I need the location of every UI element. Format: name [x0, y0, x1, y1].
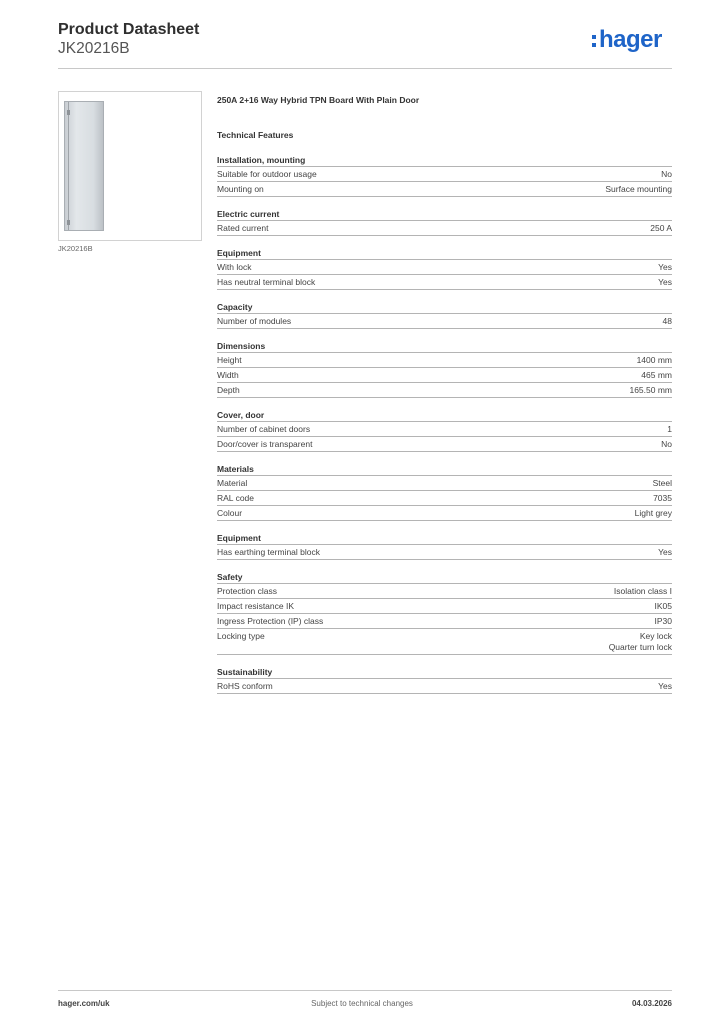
- spec-label: Number of modules: [217, 316, 292, 326]
- hager-logo: [592, 28, 662, 52]
- spec-label: Locking type: [217, 631, 265, 641]
- spec-row: [217, 506, 672, 521]
- spec-label: Protection class: [217, 586, 277, 596]
- spec-value: [641, 370, 672, 381]
- section-heading: Sustainability: [217, 666, 672, 679]
- spec-value: [650, 223, 672, 234]
- spec-row: [217, 437, 672, 452]
- spec-section: [217, 301, 672, 329]
- spec-row: [217, 368, 672, 383]
- spec-value: [605, 184, 672, 195]
- spec-section: [217, 463, 672, 521]
- spec-value-line: Isolation class I: [613, 586, 672, 596]
- spec-section: [217, 208, 672, 236]
- section-heading: Equipment: [217, 532, 672, 545]
- spec-row: [217, 182, 672, 197]
- spec-value-line: Steel: [652, 478, 672, 488]
- spec-section: [217, 532, 672, 560]
- spec-value: [658, 681, 672, 692]
- section-heading: Materials: [217, 463, 672, 476]
- section-heading: Electric current: [217, 208, 672, 221]
- spec-value: [653, 493, 672, 504]
- spec-row: [217, 584, 672, 599]
- spec-label: Colour: [217, 508, 243, 518]
- spec-value: [667, 424, 672, 435]
- spec-value-line: 48: [662, 316, 672, 326]
- spec-value-line: Yes: [658, 547, 672, 557]
- spec-value: [658, 277, 672, 288]
- spec-value: [609, 631, 672, 653]
- spec-value-line: 250 A: [650, 223, 672, 233]
- spec-value-line: Yes: [658, 681, 672, 691]
- spec-label: Has neutral terminal block: [217, 277, 316, 287]
- spec-value: [614, 586, 672, 597]
- spec-section: [217, 571, 672, 655]
- spec-section: [217, 409, 672, 452]
- spec-value-line: Yes: [658, 262, 672, 272]
- spec-section: [217, 666, 672, 694]
- spec-row: [217, 629, 672, 655]
- footer-date: 04.03.2026: [631, 999, 672, 1008]
- spec-label: Door/cover is transparent: [217, 439, 313, 449]
- spec-value-line: 1: [667, 424, 672, 434]
- spec-value-line: No: [661, 439, 672, 449]
- spec-value: [663, 316, 672, 327]
- header-divider: [58, 68, 672, 69]
- spec-row: [217, 491, 672, 506]
- spec-section: [217, 340, 672, 398]
- spec-row: [217, 260, 672, 275]
- technical-features-heading: Technical Features: [217, 130, 294, 140]
- spec-value: [658, 262, 672, 273]
- section-heading: Cover, door: [217, 409, 672, 422]
- product-image: [58, 91, 202, 241]
- product-name: 250A 2+16 Way Hybrid TPN Board With Plain Door: [217, 95, 420, 105]
- spec-value: [653, 478, 672, 489]
- spec-row: [217, 275, 672, 290]
- spec-row: [217, 614, 672, 629]
- spec-row: [217, 679, 672, 694]
- spec-label: Depth: [217, 385, 240, 395]
- spec-value-line: 7035: [653, 493, 672, 503]
- spec-value-line: IP30: [654, 616, 672, 626]
- spec-label: Impact resistance IK: [217, 601, 295, 611]
- spec-label: Mounting on: [217, 184, 264, 194]
- spec-label: Height: [217, 355, 242, 365]
- spec-label: With lock: [217, 262, 252, 272]
- spec-row: [217, 545, 672, 560]
- spec-value-line: 1400 mm: [636, 355, 672, 365]
- spec-label: Ingress Protection (IP) class: [217, 616, 324, 626]
- spec-sections: [217, 154, 672, 694]
- spec-section: [217, 154, 672, 197]
- spec-value: [661, 169, 672, 180]
- spec-row: [217, 476, 672, 491]
- section-heading: Dimensions: [217, 340, 672, 353]
- spec-row: [217, 221, 672, 236]
- spec-label: Suitable for outdoor usage: [217, 169, 317, 179]
- spec-value-line: 465 mm: [641, 370, 672, 380]
- spec-label: Rated current: [217, 223, 269, 233]
- spec-row: [217, 353, 672, 368]
- spec-row: [217, 383, 672, 398]
- spec-value: [655, 601, 673, 612]
- spec-value-line: IK05: [654, 601, 672, 611]
- spec-row: [217, 167, 672, 182]
- footer-notice: Subject to technical changes: [311, 999, 413, 1008]
- spec-label: RoHS conform: [217, 681, 273, 691]
- image-caption: JK20216B: [58, 244, 93, 253]
- spec-value-line: Key lock: [639, 631, 672, 641]
- spec-value-line: Light grey: [634, 508, 672, 518]
- spec-value: [637, 355, 672, 366]
- section-heading: Capacity: [217, 301, 672, 314]
- spec-value-line: 165.50 mm: [629, 385, 672, 395]
- spec-label: Material: [217, 478, 248, 488]
- spec-value: [635, 508, 672, 519]
- section-heading: Safety: [217, 571, 672, 584]
- spec-row: [217, 599, 672, 614]
- spec-value: [629, 385, 672, 396]
- footer-divider: [58, 990, 672, 991]
- spec-label: Has earthing terminal block: [217, 547, 320, 557]
- spec-row: [217, 314, 672, 329]
- section-heading: Installation, mounting: [217, 154, 672, 167]
- spec-value: [655, 616, 673, 627]
- document-title: Product Datasheet: [58, 21, 200, 38]
- logo-colon-icon: [592, 31, 598, 49]
- spec-value: [658, 547, 672, 558]
- spec-content: [217, 94, 672, 705]
- section-heading: Equipment: [217, 247, 672, 260]
- footer-website: hager.com/uk: [58, 999, 110, 1008]
- spec-label: Width: [217, 370, 239, 380]
- spec-value: [661, 439, 672, 450]
- spec-row: [217, 422, 672, 437]
- spec-label: RAL code: [217, 493, 255, 503]
- spec-value-line: Surface mounting: [605, 184, 672, 194]
- logo-text: hager: [599, 26, 662, 53]
- product-code: JK20216B: [58, 40, 130, 57]
- spec-value-line: No: [661, 169, 672, 179]
- spec-label: Number of cabinet doors: [217, 424, 311, 434]
- spec-value-line: Quarter turn lock: [608, 642, 672, 652]
- spec-value-line: Yes: [658, 277, 672, 287]
- cabinet-illustration: [64, 101, 104, 231]
- spec-section: [217, 247, 672, 290]
